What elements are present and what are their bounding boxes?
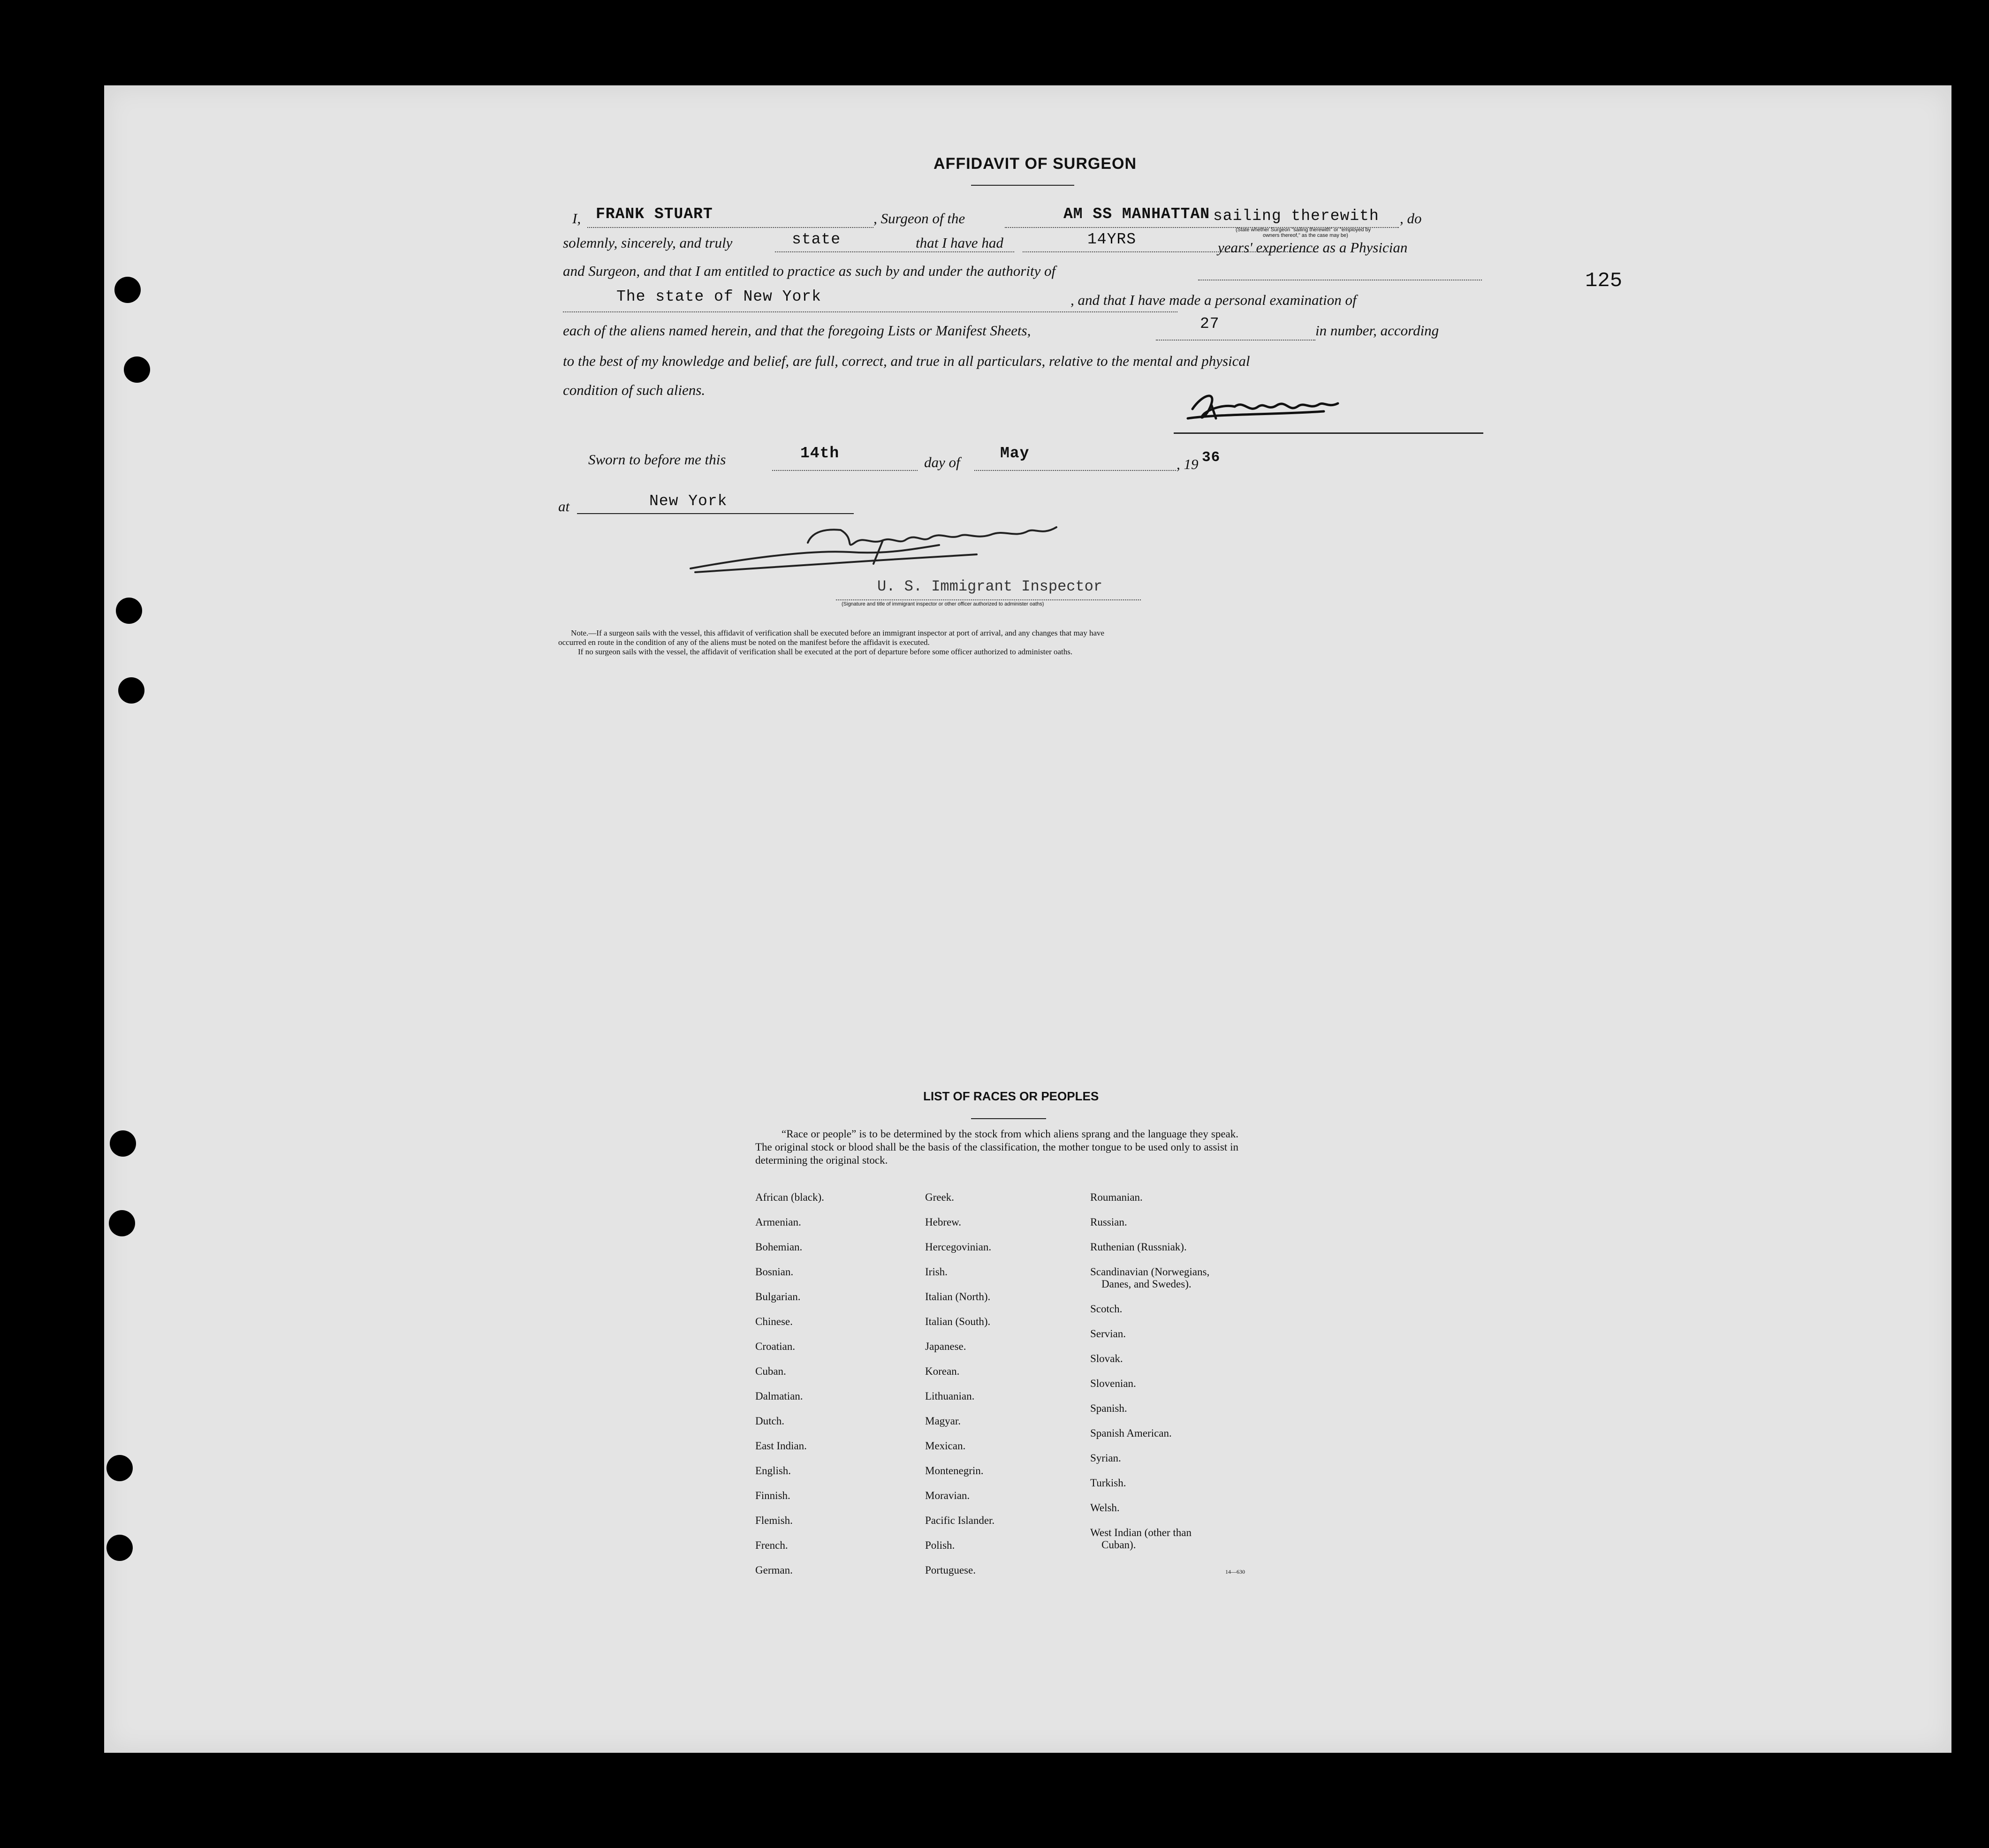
race-item: Lithuanian.: [925, 1390, 975, 1402]
race-item: Ruthenian (Russniak).: [1090, 1241, 1187, 1253]
sworn-day-underline: [772, 469, 918, 471]
surgeon-name-underline: [587, 226, 873, 228]
inspector-title: U. S. Immigrant Inspector: [877, 578, 1103, 595]
line2-suffix: years' experience as a Physician: [1218, 239, 1408, 256]
race-item: Scandinavian (Norwegians,: [1090, 1266, 1210, 1278]
verb-value: state: [792, 231, 841, 248]
binder-hole: [116, 598, 142, 624]
races-intro: “Race or people” is to be determined by the stock from which aliens sprang and the language they speak. The original stock or blood shall be the basis of the classification, the mother tongue to be used only to assist in determining the original stock.: [755, 1128, 1238, 1166]
sheets-count: 27: [1200, 315, 1220, 333]
race-item: Dalmatian.: [755, 1390, 803, 1402]
race-item: Montenegrin.: [925, 1465, 984, 1477]
race-item: Pacific Islander.: [925, 1515, 995, 1526]
race-item: Finnish.: [755, 1490, 790, 1501]
race-item: Portuguese.: [925, 1564, 976, 1576]
sworn-month: May: [1000, 445, 1030, 462]
sworn-year-suffix: 36: [1202, 449, 1221, 466]
race-item: Moravian.: [925, 1490, 970, 1501]
race-item: East Indian.: [755, 1440, 807, 1452]
at-place: New York: [649, 492, 728, 510]
binder-hole: [114, 277, 141, 303]
race-item: German.: [755, 1564, 793, 1576]
surgeon-name: FRANK STUART: [596, 205, 713, 223]
line6-text: to the best of my knowledge and belief, are full, correct, and true in all particulars, relative to the mental and physical: [563, 353, 1250, 369]
note-line-1: Note.—If a surgeon sails with the vessel, this affidavit of verification shall be executed before an immigrant inspector at port of arrival, and any changes that may have: [571, 629, 1105, 637]
line5-prefix: each of the aliens named herein, and that the foregoing Lists or Manifest Sheets,: [563, 322, 1031, 339]
title-rule: [971, 184, 1074, 186]
binder-hole: [110, 1130, 136, 1157]
inspector-caption: (Signature and title of immigrant inspector or other officer authorized to administer oaths): [842, 601, 1044, 607]
sworn-month-underline: [974, 469, 1176, 471]
race-item: Welsh.: [1090, 1502, 1120, 1514]
form-number: 14—630: [1225, 1568, 1245, 1575]
surgeon-relation: sailing therewith: [1213, 207, 1379, 225]
race-item: Scotch.: [1090, 1303, 1123, 1315]
race-item: African (black).: [755, 1191, 824, 1203]
at-prefix: at: [558, 498, 570, 515]
at-underline: [577, 512, 854, 514]
sworn-day-of: day of: [924, 454, 960, 470]
relation-note-2: owners thereof," as the case may be): [1263, 233, 1348, 238]
race-item: Japanese.: [925, 1341, 966, 1352]
race-item: Bosnian.: [755, 1266, 794, 1278]
race-item: Armenian.: [755, 1216, 801, 1228]
note-line-3: If no surgeon sails with the vessel, the affidavit of verification shall be executed at the port of departure before some officer authorized to administer oaths.: [578, 647, 1073, 656]
sworn-prefix: Sworn to before me this: [588, 451, 726, 468]
inspector-signature: [686, 517, 1108, 583]
race-item: Bohemian.: [755, 1241, 803, 1253]
affidavit-title: AFFIDAVIT OF SURGEON: [934, 155, 1137, 173]
race-item: Korean.: [925, 1365, 960, 1377]
race-item: Syrian.: [1090, 1452, 1121, 1464]
authority-underline-a: [1198, 279, 1482, 280]
race-item: Croatian.: [755, 1341, 795, 1352]
vessel-name: AM SS MANHATTAN: [1063, 205, 1210, 223]
race-item: Chinese.: [755, 1316, 793, 1327]
race-item: Flemish.: [755, 1515, 793, 1526]
authority-value: The state of New York: [616, 288, 821, 305]
race-item: Turkish.: [1090, 1477, 1126, 1489]
binder-hole: [118, 677, 144, 704]
race-item: Polish.: [925, 1539, 955, 1551]
race-item: Magyar.: [925, 1415, 961, 1427]
race-item: Spanish American.: [1090, 1427, 1172, 1439]
inspector-underline: [836, 598, 1141, 600]
race-item: Danes, and Swedes).: [1101, 1278, 1192, 1290]
authority-underline-b: [563, 311, 1177, 312]
line5-suffix: in number, according: [1315, 322, 1439, 339]
races-column-1: [755, 1191, 824, 1589]
races-list-title: LIST OF RACES OR PEOPLES: [923, 1089, 1099, 1103]
sheets-underline: [1156, 339, 1315, 341]
race-item: Servian.: [1090, 1328, 1126, 1340]
race-item: Greek.: [925, 1191, 954, 1203]
race-item: English.: [755, 1465, 791, 1477]
sworn-day: 14th: [800, 445, 840, 462]
line2-middle: that I have had: [916, 235, 1003, 251]
race-item: Dutch.: [755, 1415, 784, 1427]
sworn-year-prefix: , 19: [1177, 456, 1199, 472]
race-item: French.: [755, 1539, 788, 1551]
line4-suffix: , and that I have made a personal examination of: [1070, 292, 1357, 308]
relation-note-1: (State whether Surgeon "sailing therewith" or "employed by: [1236, 227, 1371, 233]
race-item: Spanish.: [1090, 1402, 1127, 1414]
races-title-rule: [971, 1117, 1046, 1119]
race-item: Hebrew.: [925, 1216, 962, 1228]
line1-prefix: I,: [572, 210, 581, 227]
line1-middle: , Surgeon of the: [873, 210, 965, 227]
binder-hole: [106, 1455, 133, 1481]
race-item: Slovak.: [1090, 1353, 1123, 1364]
manifest-page: [104, 85, 1951, 1753]
race-item: Italian (South).: [925, 1316, 991, 1327]
line3-text: and Surgeon, and that I am entitled to practice as such by and under the authority of: [563, 263, 1056, 279]
surgeon-signature: [1183, 386, 1352, 428]
race-item: Cuban.: [755, 1365, 786, 1377]
race-item: Russian.: [1090, 1216, 1127, 1228]
race-item: Hercegovinian.: [925, 1241, 992, 1253]
binder-hole: [106, 1535, 133, 1561]
line1-suffix: , do: [1400, 210, 1422, 227]
years-value: 14YRS: [1087, 231, 1137, 248]
race-item: Roumanian.: [1090, 1191, 1143, 1203]
race-item: West Indian (other than: [1090, 1527, 1192, 1538]
line2-prefix: solemnly, sincerely, and truly: [563, 235, 733, 251]
binder-hole: [109, 1210, 135, 1236]
note-line-2: occurred en route in the condition of any of the aliens must be noted on the manifest before the affidavit is executed.: [558, 638, 930, 647]
races-column-3: [1090, 1191, 1209, 1551]
race-item: Bulgarian.: [755, 1291, 801, 1303]
race-item: Italian (North).: [925, 1291, 991, 1303]
race-item: Slovenian.: [1090, 1378, 1136, 1389]
race-item: Irish.: [925, 1266, 948, 1278]
page-number: 125: [1585, 269, 1623, 293]
race-item: Mexican.: [925, 1440, 966, 1452]
races-column-2: [925, 1191, 994, 1589]
binder-hole: [124, 356, 150, 383]
line7-text: condition of such aliens.: [563, 382, 706, 398]
race-item: Cuban).: [1101, 1539, 1136, 1551]
surgeon-signature-line: [1174, 432, 1483, 434]
